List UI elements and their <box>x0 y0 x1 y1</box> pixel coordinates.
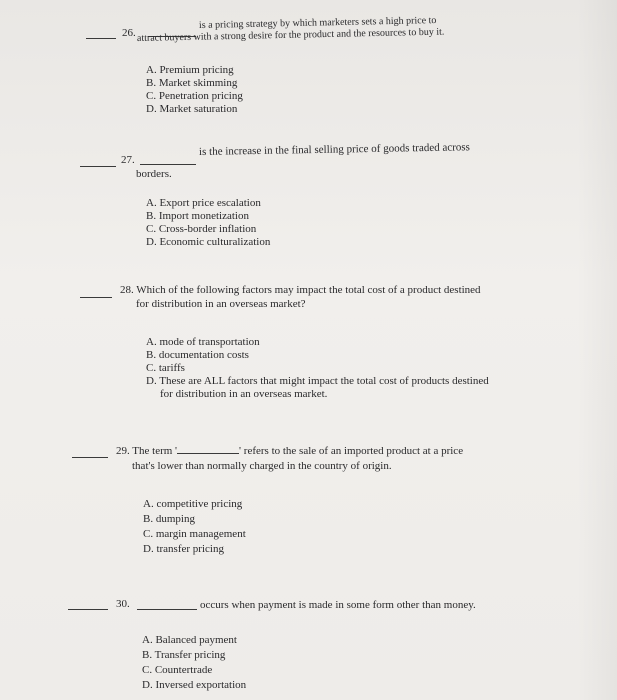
question-26-stem-line1: is a pricing strategy by which marketers sets a high price to <box>198 15 437 31</box>
option-29-d[interactable]: D. transfer pricing <box>143 543 224 555</box>
question-29-stem-line1 <box>116 444 463 458</box>
question-28-stem-line1: 28. Which of the following factors may impact the total cost of a product destined <box>120 284 481 296</box>
question-29-stem-suffix: ' refers to the sale of an imported product at a price <box>239 445 464 457</box>
answer-blank-26[interactable] <box>86 38 116 39</box>
option-28-c[interactable]: C. tariffs <box>146 362 185 374</box>
fill-in-blank-29[interactable] <box>177 453 239 454</box>
question-27-stem-line2: borders. <box>136 168 172 180</box>
option-27-d[interactable]: D. Economic culturalization <box>146 236 271 248</box>
question-29-options <box>143 497 246 557</box>
option-30-a[interactable]: A. Balanced payment <box>142 634 237 646</box>
option-26-c[interactable]: C. Penetration pricing <box>146 90 243 102</box>
question-30-options <box>142 633 246 693</box>
option-29-c[interactable]: C. margin management <box>143 528 246 540</box>
page-edge-shadow <box>577 0 617 700</box>
option-28-d[interactable]: D. These are ALL factors that might impact the total cost of products destined <box>146 375 489 387</box>
option-28-a[interactable]: A. mode of transportation <box>146 336 260 348</box>
question-30-stem-line1: occurs when payment is made in some form other than money. <box>200 599 476 611</box>
question-27-stem-line1: is the increase in the final selling price of goods traded across <box>198 141 471 158</box>
question-26-stem-line2: attract buyers with a strong desire for the product and the resources to buy it. <box>136 26 445 44</box>
option-29-a[interactable]: A. competitive pricing <box>143 498 243 510</box>
option-26-b[interactable]: B. Market skimming <box>146 77 238 89</box>
question-28-stem-line2: for distribution in an overseas market? <box>136 298 306 310</box>
question-number-27: 27. <box>121 154 135 166</box>
question-29-stem-prefix: 29. The term ' <box>116 445 178 457</box>
fill-in-blank-27[interactable] <box>140 164 196 165</box>
question-number-30: 30. <box>116 598 130 610</box>
option-28-b[interactable]: B. documentation costs <box>146 349 249 361</box>
option-28-d-continued: for distribution in an overseas market. <box>160 388 328 400</box>
question-28-options <box>146 336 489 401</box>
option-30-b[interactable]: B. Transfer pricing <box>142 649 226 661</box>
answer-blank-27[interactable] <box>80 166 116 167</box>
option-27-c[interactable]: C. Cross-border inflation <box>146 223 257 235</box>
option-26-a[interactable]: A. Premium pricing <box>146 64 234 76</box>
option-27-b[interactable]: B. Import monetization <box>146 210 249 222</box>
option-29-b[interactable]: B. dumping <box>143 513 195 525</box>
answer-blank-30[interactable] <box>68 609 108 610</box>
option-30-d[interactable]: D. Inversed exportation <box>142 679 247 691</box>
question-27-options <box>146 197 270 249</box>
option-30-c[interactable]: C. Countertrade <box>142 664 213 676</box>
option-27-a[interactable]: A. Export price escalation <box>146 197 261 209</box>
question-number-26: 26. <box>122 27 136 39</box>
answer-blank-29[interactable] <box>72 457 108 458</box>
fill-in-blank-30[interactable] <box>137 609 197 610</box>
question-26-options <box>146 64 243 116</box>
answer-blank-28[interactable] <box>80 297 112 298</box>
question-29-stem-line2: that's lower than normally charged in the country of origin. <box>132 460 392 472</box>
option-26-d[interactable]: D. Market saturation <box>146 103 238 115</box>
